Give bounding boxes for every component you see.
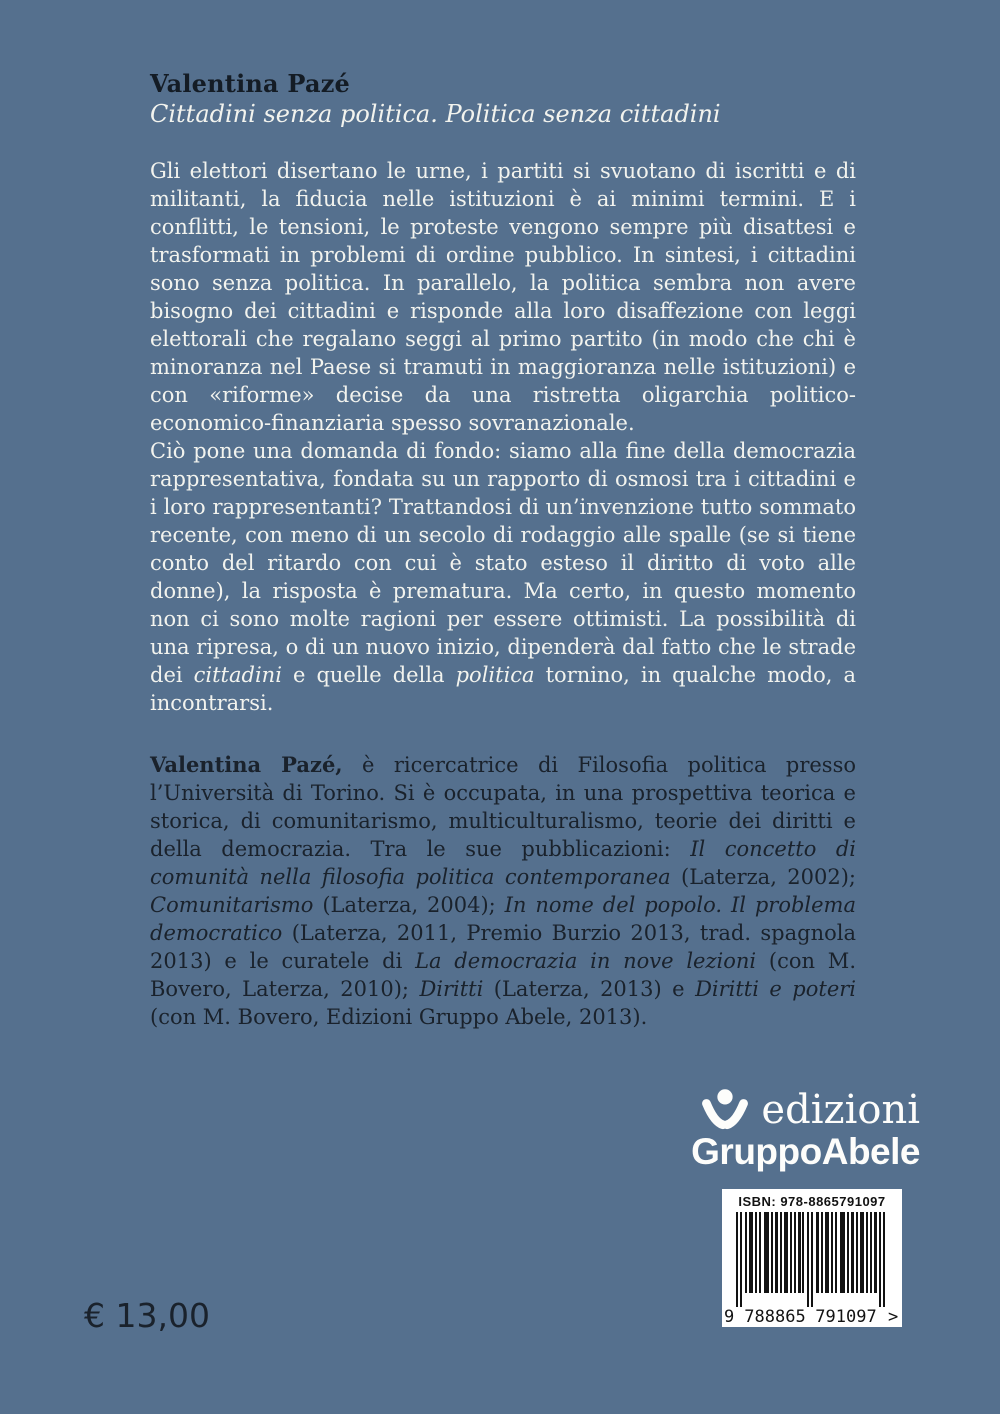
price-label: € 13,00 [84,1296,210,1335]
header-block [150,68,860,130]
publisher-name-edizioni: edizioni [761,1087,920,1133]
author-name: Valentina Pazé [150,69,351,98]
blurb-text [150,157,856,717]
publisher-name-gruppo-abele: GruppoAbele [691,1131,920,1172]
author-bio [150,751,856,1031]
bio-paragraph: Valentina Pazé, è ricercatrice di Filosofia politica presso l’Università di Torino. Si è occupata, in una prospettiva teorica e storica, di comunitarismo, multiculturalismo, teorie dei diritti e della democrazia. Tra le sue pubblicazioni: Il concetto di comunità nella filosofia politica contemporanea (Laterza, 2002); Comunitarismo (Laterza, 2004); In nome del popolo. Il problema democratico (Laterza, 2011, Premio Burzio 2013, trad. spagnola 2013) e le curatele di La democrazia in nove lezioni (con M. Bovero, Laterza, 2010); Diritti (Laterza, 2013) e Diritti e poteri (con M. Bovero, Edizioni Gruppo Abele, 2013). [150,752,857,1029]
barcode-digit-group-2: 791097 [815,1307,877,1327]
isbn-label: ISBN: 978-8865791097 [738,1194,886,1209]
barcode-digit-end: > [888,1307,899,1327]
publisher-logo [691,1084,920,1171]
book-title: Cittadini senza politica. Politica senza cittadini [150,100,721,128]
blurb-paragraph-2: Ciò pone una domanda di fondo: siamo alla fine della democrazia rappresentativa, fondata su un rapporto di osmosi tra i cittadini e i loro rappresentanti? Trattandosi di un’invenzione tutto sommato recente, con meno di un secolo di rodaggio alle spalle (se si tiene conto del ritardo con cui è stato esteso il diritto di voto alle donne), la risposta è prematura. Ma certo, in questo momento non ci sono molte ragioni per essere ottimisti. La possibilità di una ripresa, o di un nuovo inizio, dipenderà dal fatto che le strade dei cittadini e quelle della politica tornino, in qualche modo, a incontrarsi. [150,439,857,715]
barcode-digit-group-1: 788865 [744,1307,806,1327]
publisher-logo-top-row [691,1084,920,1136]
blurb-paragraph-1: Gli elettori disertano le urne, i partiti si svuotano di iscritti e di militanti, la fiducia nelle istituzioni è ai minimi termini. E i conflitti, le tensioni, le proteste vengono sempre più disattesi e trasformati in problemi di ordine pubblico. In sintesi, i cittadini sono senza politica. In parallelo, la politica sembra non avere bisogno dei cittadini e risponde alla loro disaffezione con leggi elettorali che regalano seggi al primo partito (in modo che chi è minoranza nel Paese si tramuti in maggioranza nelle istituzioni) e con «riforme» decise da una ristretta oligarchia politico-economico-finanziaria spesso sovranazionale. [150,159,856,435]
barcode-digit-left: 9 [724,1307,735,1327]
barcode [722,1189,902,1327]
person-raised-arms-icon [701,1088,749,1136]
